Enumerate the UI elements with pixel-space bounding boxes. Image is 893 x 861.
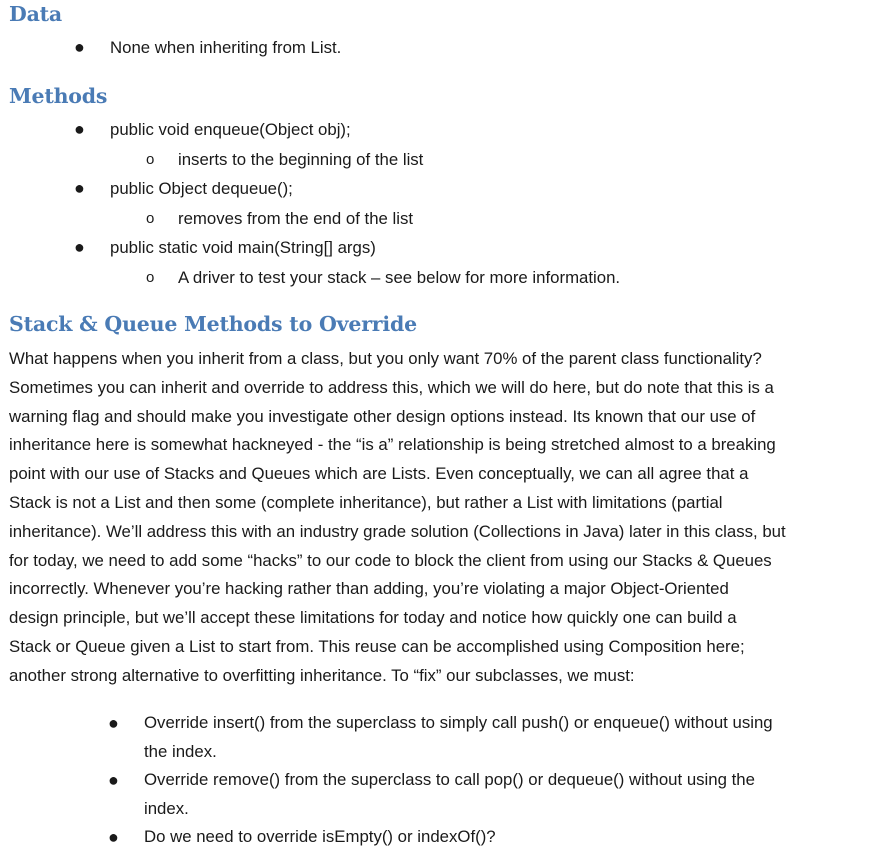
- paragraph-line: inheritance here is somewhat hackneyed - the “is a” relationship is being stretched almost to a breaking: [9, 435, 776, 455]
- override-paragraph: [9, 345, 889, 691]
- methods-list: [0, 115, 620, 293]
- list-item: ● Override remove() from the superclass to call pop() or dequeue() without using the index.: [0, 766, 773, 823]
- bullet-icon: ●: [74, 119, 85, 139]
- bullet-icon: ●: [108, 713, 119, 733]
- paragraph-line: for today, we need to add some “hacks” to our code to block the client from using our Stacks & Queues: [9, 550, 772, 570]
- override-list: [0, 709, 773, 852]
- heading-override: Stack & Queue Methods to Override: [9, 312, 417, 336]
- data-list: [0, 33, 341, 63]
- heading-methods: Methods: [9, 84, 108, 108]
- bullet-icon: ●: [108, 827, 119, 848]
- paragraph-line: Sometimes you can inherit and override to address this, which we will do here, but do note that this is a: [9, 377, 774, 397]
- sub-list-item: o A driver to test your stack – see below for more information.: [0, 263, 620, 293]
- sub-list-item: o inserts to the beginning of the list: [0, 145, 620, 175]
- bullet-icon: ●: [74, 37, 85, 57]
- paragraph-line: Stack or Queue given a List to start from. This reuse can be accomplished using Composition here;: [9, 636, 745, 656]
- paragraph-line: What happens when you inherit from a class, but you only want 70% of the parent class functionality?: [9, 349, 762, 368]
- paragraph-line: design principle, but we’ll accept these limitations for today and notice how quickly one can build a: [9, 608, 737, 628]
- sub-bullet-icon: o: [146, 209, 155, 227]
- paragraph-line: Stack is not a List and then some (complete inheritance), but rather a List with limitations (partial: [9, 492, 723, 512]
- list-item: ● public static void main(String[] args): [0, 233, 620, 263]
- sub-bullet-icon: o: [146, 150, 155, 168]
- heading-data: Data: [9, 2, 63, 26]
- list-item: ● None when inheriting from List.: [0, 33, 341, 63]
- paragraph-line: inheritance). We’ll address this with an industry grade solution (Collections in Java) later in this class, but: [9, 521, 786, 541]
- paragraph-line: point with our use of Stacks and Queues which are Lists. Even conceptually, we can all agree that a: [9, 464, 749, 484]
- list-item: ● Do we need to override isEmpty() or indexOf()?: [0, 823, 773, 852]
- list-item: ● public void enqueue(Object obj);: [0, 115, 620, 145]
- paragraph-line: warning flag and should make you investigate other design options instead. Its known that our use of: [9, 406, 756, 426]
- bullet-icon: ●: [108, 770, 119, 791]
- sub-list-item: o removes from the end of the list: [0, 204, 620, 234]
- bullet-icon: ●: [74, 237, 85, 258]
- bullet-icon: ●: [74, 178, 85, 199]
- list-item: ● Override insert() from the superclass to simply call push() or enqueue() without using the index.: [0, 709, 773, 766]
- sub-bullet-icon: o: [146, 268, 155, 286]
- list-item: ● public Object dequeue();: [0, 174, 620, 204]
- paragraph-line: incorrectly. Whenever you’re hacking rather than adding, you’re violating a major Object-Oriented: [9, 579, 729, 599]
- paragraph-line: another strong alternative to overfitting inheritance. To “fix” our subclasses, we must:: [9, 665, 635, 685]
